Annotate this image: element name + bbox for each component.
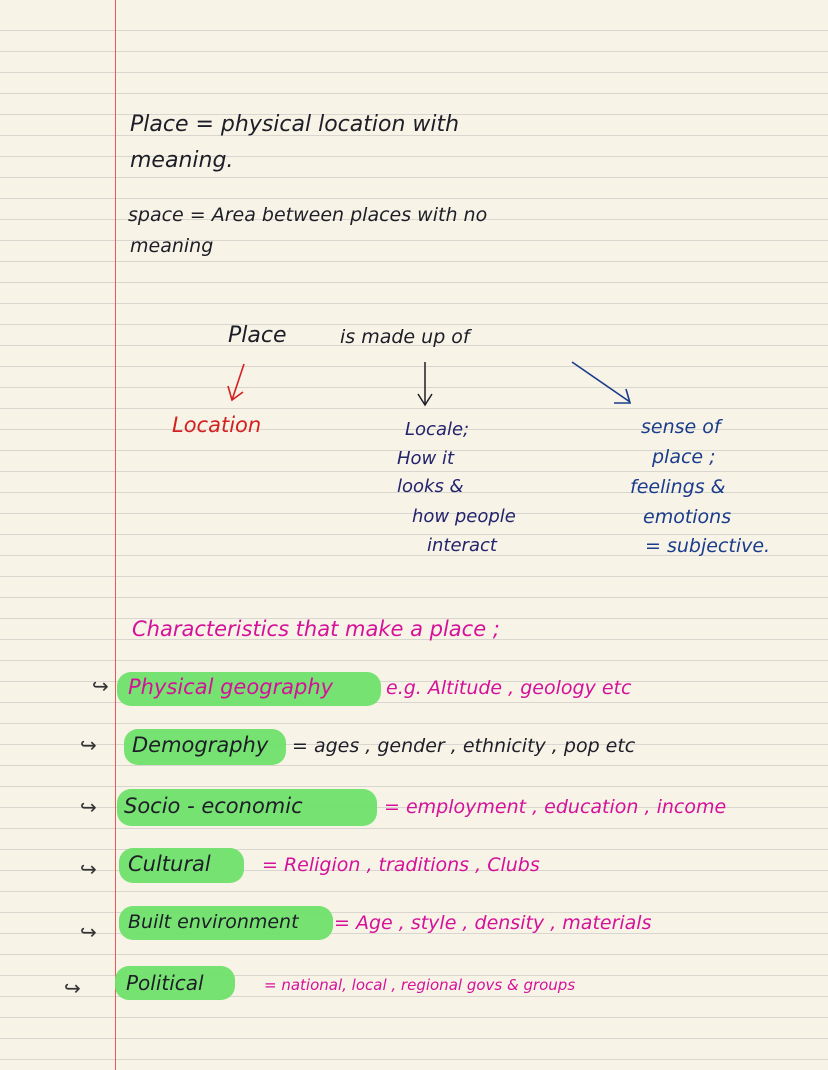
locale-line: interact bbox=[427, 535, 497, 556]
characteristic-detail-demography: = ages , gender , ethnicity , pop etc bbox=[292, 735, 636, 757]
place-definition-line2: meaning. bbox=[130, 148, 234, 173]
locale-line: how people bbox=[412, 506, 516, 527]
bullet-arrow-icon: ↪ bbox=[80, 795, 97, 819]
bullet-arrow-icon: ↪ bbox=[80, 920, 97, 944]
diagram-location: Location bbox=[172, 413, 262, 437]
bullet-arrow-icon: ↪ bbox=[92, 674, 109, 698]
sense-of-place-line: sense of bbox=[641, 416, 721, 438]
sense-of-place-line: place ; bbox=[652, 446, 716, 468]
characteristic-label-political: Political bbox=[126, 971, 204, 995]
sense-of-place-line: feelings & bbox=[630, 476, 726, 498]
characteristic-detail-physical: e.g. Altitude , geology etc bbox=[386, 677, 632, 699]
characteristic-detail-political: = national, local , regional govs & groups bbox=[264, 976, 576, 994]
space-definition-line2: meaning bbox=[130, 235, 214, 257]
characteristic-label-cultural: Cultural bbox=[128, 852, 211, 876]
sense-of-place-line: = subjective. bbox=[645, 535, 771, 557]
arrow-to-sense-of-place bbox=[572, 362, 630, 403]
characteristic-label-socio-economic: Socio - economic bbox=[124, 794, 303, 818]
characteristic-label-demography: Demography bbox=[132, 733, 269, 757]
space-definition-line1: space = Area between places with no bbox=[128, 204, 488, 226]
arrow-to-location bbox=[228, 364, 244, 400]
bullet-arrow-icon: ↪ bbox=[64, 976, 81, 1000]
characteristic-label-physical: Physical geography bbox=[128, 675, 334, 699]
bullet-arrow-icon: ↪ bbox=[80, 857, 97, 881]
bullet-arrow-icon: ↪ bbox=[80, 733, 97, 757]
arrow-to-locale bbox=[418, 362, 432, 405]
place-definition-line1: Place = physical location with bbox=[130, 112, 460, 137]
locale-line: How it bbox=[397, 448, 455, 469]
locale-line: Locale; bbox=[405, 419, 470, 440]
characteristic-detail-socio-economic: = employment , education , income bbox=[384, 796, 727, 818]
sense-of-place-line: emotions bbox=[643, 506, 732, 528]
diagram-is-made-up-of: is made up of bbox=[340, 326, 470, 348]
locale-line: looks & bbox=[397, 476, 464, 497]
characteristic-detail-cultural: = Religion , traditions , Clubs bbox=[262, 854, 540, 876]
characteristic-label-built-environment: Built environment bbox=[128, 911, 299, 933]
characteristics-heading: Characteristics that make a place ; bbox=[132, 617, 500, 641]
characteristic-detail-built-environment: = Age , style , density , materials bbox=[334, 912, 652, 934]
diagram-root-place: Place bbox=[228, 323, 287, 348]
